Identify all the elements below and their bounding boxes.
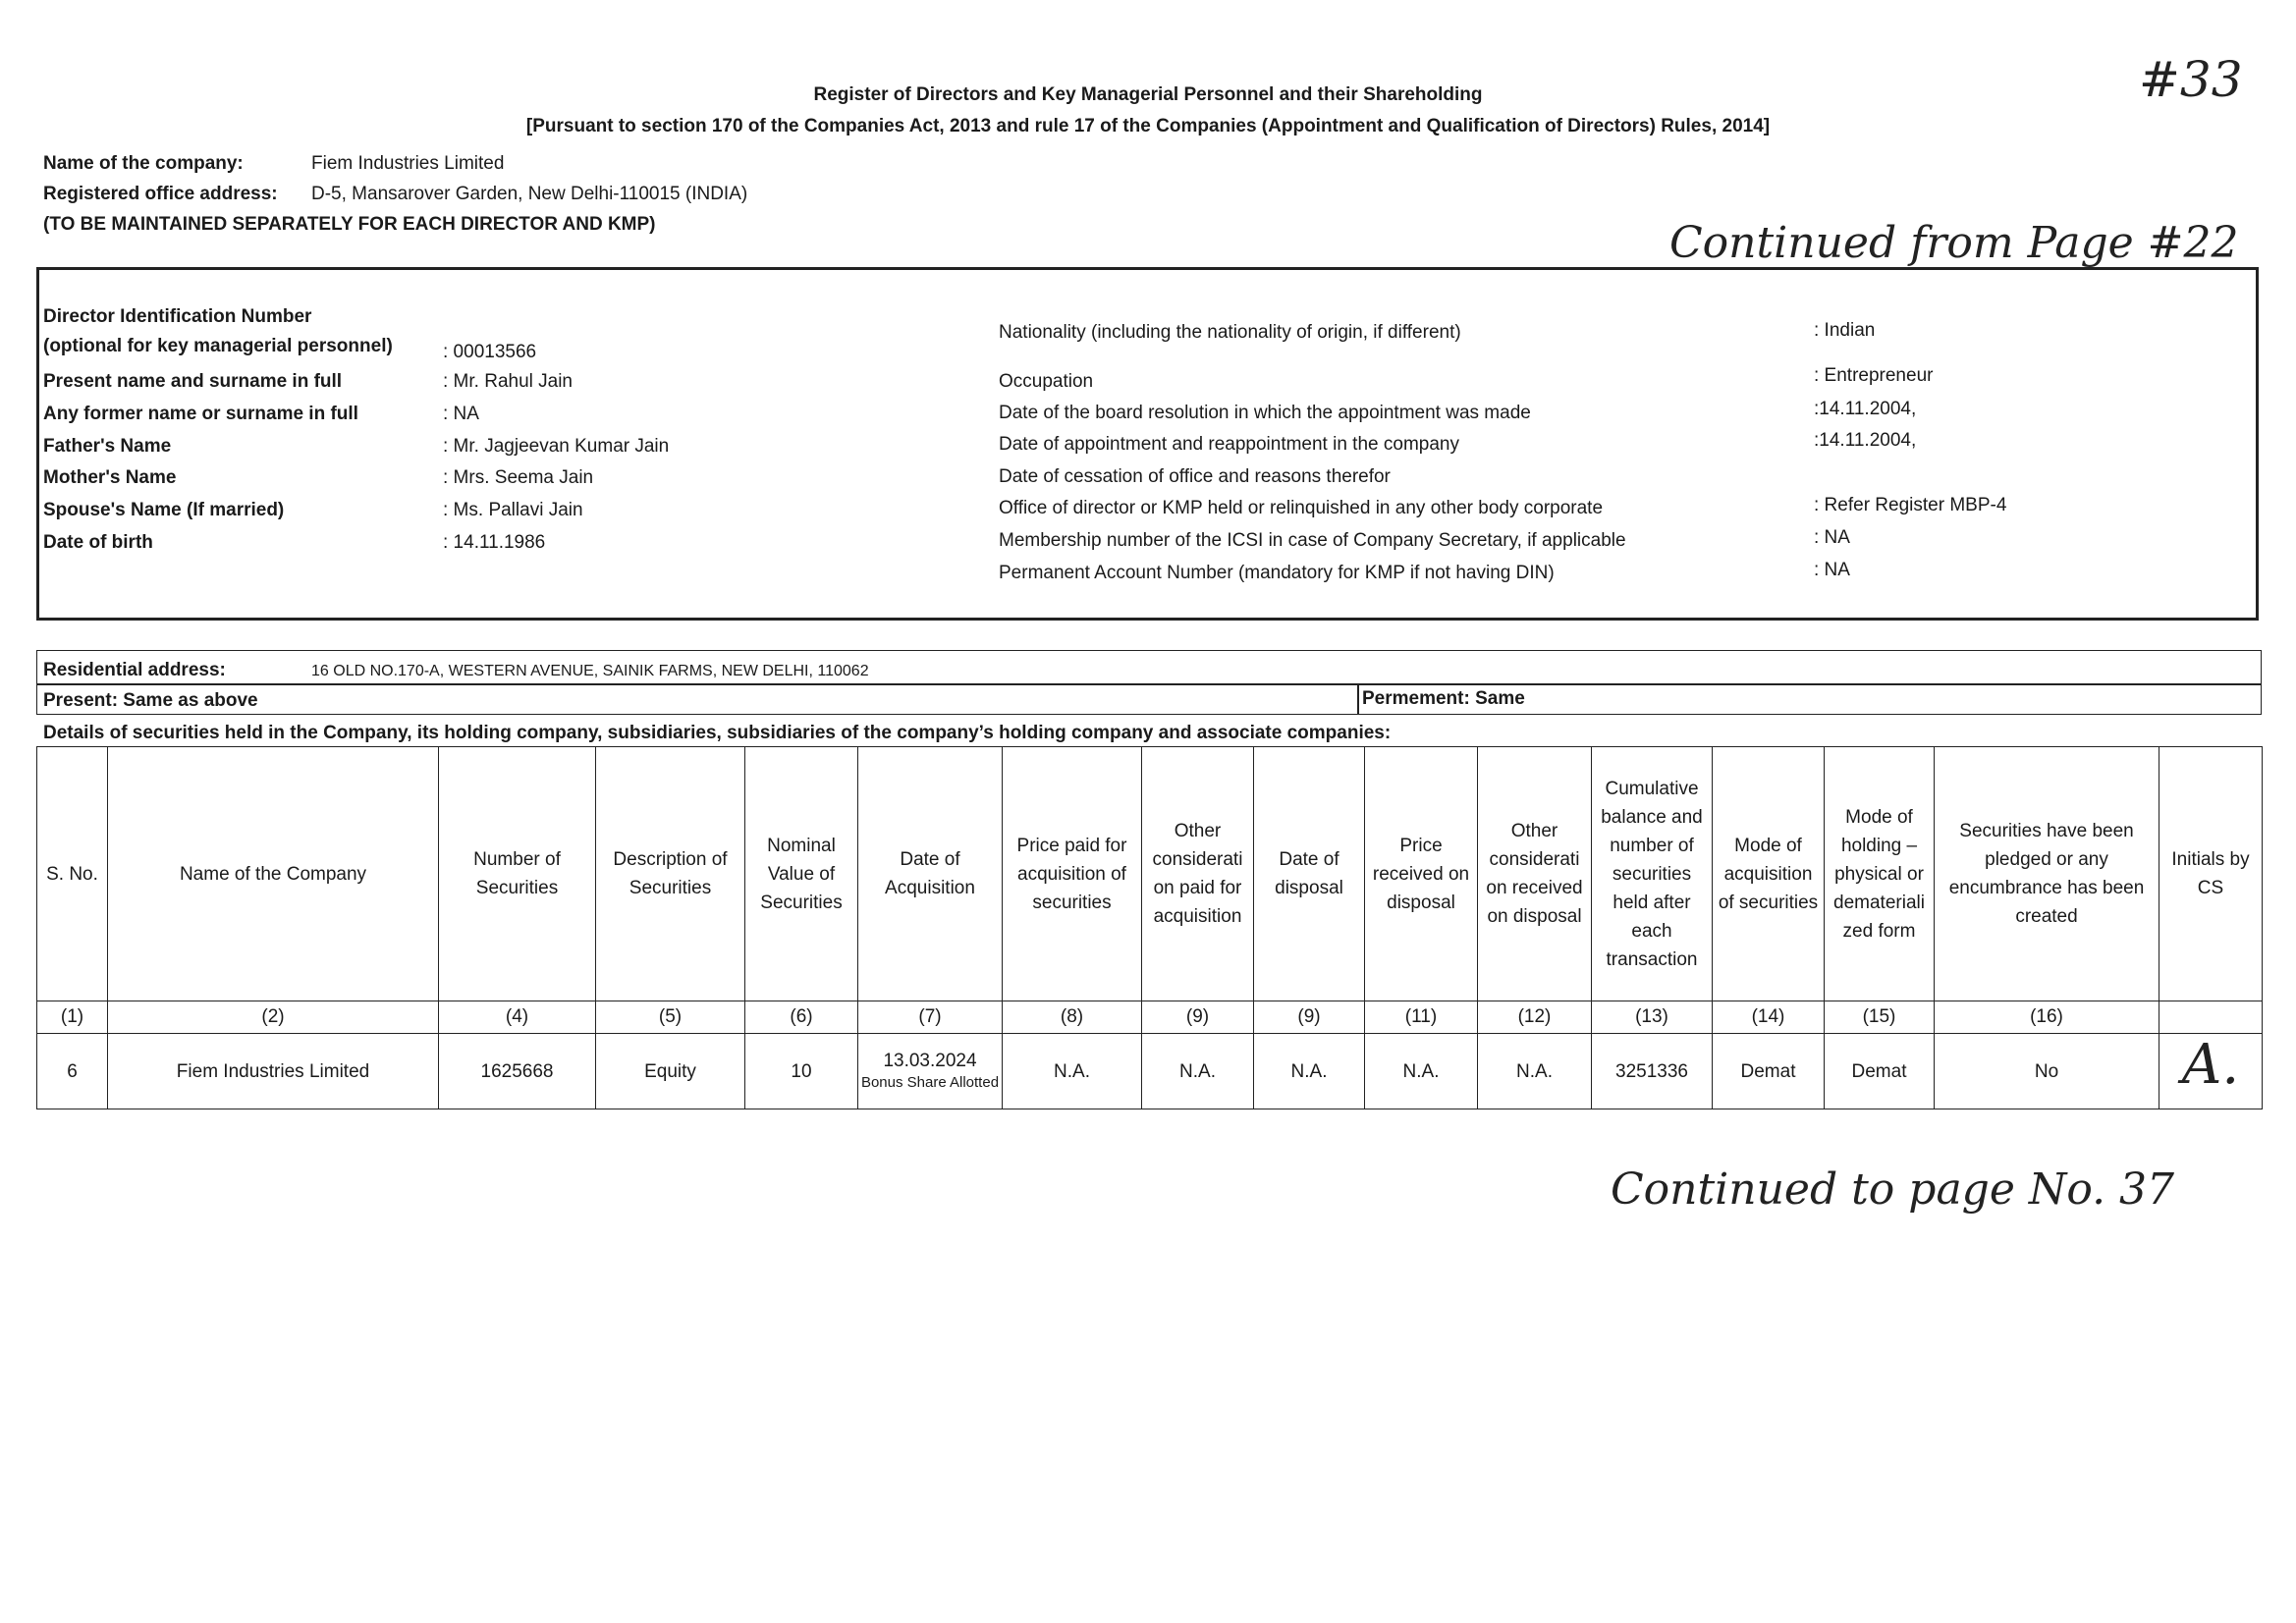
header-nominal-value: Nominal Value of Securities	[745, 747, 858, 1001]
column-number: (9)	[1254, 1001, 1365, 1034]
address-divider	[36, 683, 2262, 685]
cell-nominal: 10	[745, 1034, 858, 1109]
header-other-consideration-received: Other considerati on received on disposal	[1478, 747, 1592, 1001]
mother-name-label: Mother's Name	[43, 467, 177, 488]
column-number: (13)	[1592, 1001, 1713, 1034]
former-name-label: Any former name or surname in full	[43, 404, 358, 424]
cell-company: Fiem Industries Limited	[108, 1034, 439, 1109]
pan-label: Permanent Account Number (mandatory for KMP if not having DIN)	[999, 563, 1555, 583]
header-mode-of-acquisition: Mode of acquisition of securities	[1713, 747, 1825, 1001]
residential-address-value: 16 OLD NO.170-A, WESTERN AVENUE, SAINIK FARMS, NEW DELHI, 110062	[311, 663, 869, 679]
continued-from-note: Continued from Page #22	[1669, 218, 2239, 268]
column-number: (6)	[745, 1001, 858, 1034]
cell-initials	[2159, 1034, 2263, 1109]
header-price-received: Price received on disposal	[1365, 747, 1478, 1001]
icsi-membership-value: : NA	[1814, 527, 1850, 548]
acquisition-date: 13.03.2024	[883, 1050, 977, 1071]
acquisition-note: Bonus Share Allotted	[860, 1073, 1000, 1091]
address-column-divider	[1357, 683, 1359, 715]
appointment-date-value: :14.11.2004,	[1814, 430, 1917, 451]
column-number: (8)	[1003, 1001, 1142, 1034]
permanent-address: Permement: Same	[1362, 688, 1525, 709]
column-number: (7)	[858, 1001, 1003, 1034]
column-number: (14)	[1713, 1001, 1825, 1034]
cessation-label: Date of cessation of office and reasons therefor	[999, 466, 1391, 487]
board-resolution-label: Date of the board resolution in which the appointment was made	[999, 403, 1531, 423]
dob-label: Date of birth	[43, 532, 153, 553]
column-number: (12)	[1478, 1001, 1592, 1034]
securities-caption: Details of securities held in the Company, its holding company, subsidiaries, subsidiaries of the company’s holding company and associate companies:	[43, 723, 1392, 743]
office-address-value: D-5, Mansarover Garden, New Delhi-110015 (INDIA)	[311, 184, 748, 204]
other-office-value: : Refer Register MBP-4	[1814, 495, 2007, 515]
address-box	[36, 650, 2262, 715]
register-subtitle: [Pursuant to section 170 of the Companies Act, 2013 and rule 17 of the Companies (Appointment and Qualification of Directors) Rules, 2014]	[525, 116, 1771, 136]
cell-pledged: No	[1935, 1034, 2159, 1109]
page-number-mark: #33	[2139, 51, 2243, 108]
header-number-of-securities: Number of Securities	[439, 747, 596, 1001]
continued-to-note: Continued to page No. 37	[1611, 1164, 2175, 1215]
cell-price-paid: N.A.	[1003, 1034, 1142, 1109]
residential-address-label: Residential address:	[43, 660, 226, 680]
header-date-of-acquisition: Date of Acquisition	[858, 747, 1003, 1001]
header-company-name: Name of the Company	[108, 747, 439, 1001]
cell-cumulative: 3251336	[1592, 1034, 1713, 1109]
header-price-paid: Price paid for acquisition of securities	[1003, 747, 1142, 1001]
din-value: : 00013566	[443, 342, 537, 362]
cell-date-disposal: N.A.	[1254, 1034, 1365, 1109]
pan-value: : NA	[1814, 560, 1850, 580]
din-optional-label: (optional for key managerial personnel)	[43, 336, 393, 356]
column-number-row	[37, 1001, 2263, 1034]
register-title: Register of Directors and Key Managerial Personnel and their Shareholding	[813, 84, 1483, 105]
column-number: (9)	[1142, 1001, 1254, 1034]
header-cumulative-balance: Cumulative balance and number of securities held after each transaction	[1592, 747, 1713, 1001]
cell-date-of-acquisition	[858, 1034, 1003, 1109]
cell-other-received: N.A.	[1478, 1034, 1592, 1109]
maintenance-note: (TO BE MAINTAINED SEPARATELY FOR EACH DIRECTOR AND KMP)	[43, 214, 656, 235]
column-number: (2)	[108, 1001, 439, 1034]
occupation-value: : Entrepreneur	[1814, 365, 1934, 386]
cell-number: 1625668	[439, 1034, 596, 1109]
other-office-label: Office of director or KMP held or relinquished in any other body corporate	[999, 498, 1604, 518]
office-address-label: Registered office address:	[43, 184, 278, 204]
column-number: (11)	[1365, 1001, 1478, 1034]
father-name-value: : Mr. Jagjeevan Kumar Jain	[443, 436, 670, 457]
header-description: Description of Securities	[596, 747, 745, 1001]
column-number: (5)	[596, 1001, 745, 1034]
column-number: (16)	[1935, 1001, 2159, 1034]
present-address: Present: Same as above	[43, 690, 258, 711]
dob-value: : 14.11.1986	[443, 532, 546, 553]
company-name-label: Name of the company:	[43, 153, 244, 174]
securities-table	[36, 746, 2263, 1109]
company-name-value: Fiem Industries Limited	[311, 153, 505, 174]
cell-mode-holding: Demat	[1825, 1034, 1935, 1109]
board-resolution-value: :14.11.2004,	[1814, 399, 1917, 419]
table-header-row	[37, 747, 2263, 1001]
cell-sno: 6	[37, 1034, 108, 1109]
cell-mode-acquisition: Demat	[1713, 1034, 1825, 1109]
father-name-label: Father's Name	[43, 436, 172, 457]
former-name-value: : NA	[443, 404, 479, 424]
cell-price-received: N.A.	[1365, 1034, 1478, 1109]
column-number: (15)	[1825, 1001, 1935, 1034]
header-sno: S. No.	[37, 747, 108, 1001]
din-label: Director Identification Number	[43, 306, 312, 327]
nationality-value: : Indian	[1814, 320, 1876, 341]
header-date-of-disposal: Date of disposal	[1254, 747, 1365, 1001]
cell-other-paid: N.A.	[1142, 1034, 1254, 1109]
cell-description: Equity	[596, 1034, 745, 1109]
occupation-label: Occupation	[999, 371, 1094, 392]
present-name-label: Present name and surname in full	[43, 371, 343, 392]
header-mode-of-holding: Mode of holding – physical or demateriali zed form	[1825, 747, 1935, 1001]
spouse-name-label: Spouse's Name (If married)	[43, 500, 285, 520]
icsi-membership-label: Membership number of the ICSI in case of Company Secretary, if applicable	[999, 530, 1626, 551]
column-number	[2159, 1001, 2263, 1034]
column-number: (1)	[37, 1001, 108, 1034]
mother-name-value: : Mrs. Seema Jain	[443, 467, 594, 488]
spouse-name-value: : Ms. Pallavi Jain	[443, 500, 583, 520]
present-name-value: : Mr. Rahul Jain	[443, 371, 573, 392]
appointment-date-label: Date of appointment and reappointment in the company	[999, 434, 1459, 455]
nationality-label: Nationality (including the nationality of origin, if different)	[999, 322, 1461, 343]
header-initials-by-cs: Initials by CS	[2159, 747, 2263, 1001]
column-number: (4)	[439, 1001, 596, 1034]
cs-initials-signature: A.	[2181, 1033, 2240, 1097]
header-pledged: Securities have been pledged or any encumbrance has been created	[1935, 747, 2159, 1001]
header-other-consideration-paid: Other considerati on paid for acquisition	[1142, 747, 1254, 1001]
table-row	[37, 1034, 2263, 1109]
